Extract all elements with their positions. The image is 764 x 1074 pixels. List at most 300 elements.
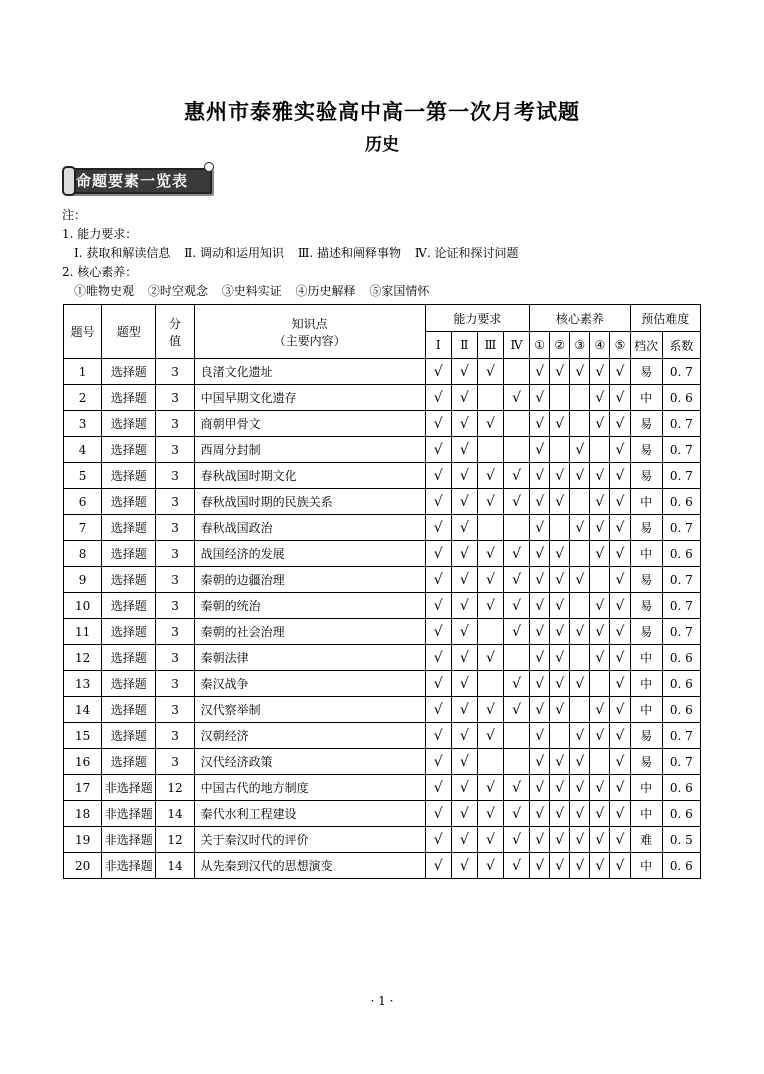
difficulty-level: 易	[630, 567, 662, 593]
literacy-check-cell: √	[550, 801, 570, 827]
literacy-check-cell: √	[610, 619, 630, 645]
ability-check-cell: √	[477, 593, 503, 619]
literacy-check-cell: √	[570, 853, 590, 879]
question-topic: 汉代察举制	[194, 697, 425, 723]
literacy-check-cell: √	[530, 827, 550, 853]
question-topic: 从先秦到汉代的思想演变	[194, 853, 425, 879]
literacy-check-cell: √	[550, 593, 570, 619]
literacy-check-cell: √	[550, 645, 570, 671]
question-no: 4	[64, 437, 102, 463]
ability-item: Ⅲ. 描述和阐释事物	[297, 246, 402, 260]
ability-check-cell	[477, 515, 503, 541]
literacy-check-cell: √	[570, 723, 590, 749]
difficulty-level: 中	[630, 385, 662, 411]
question-score: 3	[156, 593, 194, 619]
question-no: 13	[64, 671, 102, 697]
ability-check-cell	[503, 749, 529, 775]
ability-check-cell: √	[425, 827, 451, 853]
difficulty-coef: 0. 7	[662, 619, 700, 645]
ability-check-cell: √	[451, 411, 477, 437]
ability-check-cell: √	[425, 437, 451, 463]
table-row	[64, 411, 701, 437]
question-topic: 关于秦汉时代的评价	[194, 827, 425, 853]
literacy-item: ③史料实证	[221, 284, 282, 298]
difficulty-coef: 0. 6	[662, 697, 700, 723]
literacy-check-cell: √	[590, 853, 610, 879]
question-topic: 中国早期文化遗存	[194, 385, 425, 411]
question-type: 选择题	[102, 385, 156, 411]
ability-check-cell: √	[425, 489, 451, 515]
difficulty-coef: 0. 6	[662, 801, 700, 827]
literacy-check-cell: √	[530, 567, 550, 593]
difficulty-coef: 0. 5	[662, 827, 700, 853]
ability-check-cell: √	[477, 853, 503, 879]
ability-check-cell: √	[425, 697, 451, 723]
table-row	[64, 541, 701, 567]
literacy-check-cell: √	[590, 515, 610, 541]
ability-check-cell: √	[503, 385, 529, 411]
difficulty-level: 易	[630, 463, 662, 489]
literacy-check-cell: √	[610, 359, 630, 385]
difficulty-level: 中	[630, 645, 662, 671]
ability-item: Ⅱ. 调动和运用知识	[184, 246, 284, 260]
literacy-check-cell: √	[610, 853, 630, 879]
literacy-check-cell: √	[590, 723, 610, 749]
header-score-line2: 值	[169, 333, 182, 348]
banner-text: 命题要素一览表	[76, 172, 189, 190]
table-row	[64, 749, 701, 775]
header-ability-col: Ⅳ	[503, 332, 529, 359]
ability-check-cell: √	[503, 671, 529, 697]
difficulty-level: 中	[630, 853, 662, 879]
difficulty-coef: 0. 6	[662, 645, 700, 671]
literacy-check-cell: √	[530, 463, 550, 489]
question-score: 12	[156, 827, 194, 853]
ability-check-cell: √	[477, 463, 503, 489]
question-score: 3	[156, 489, 194, 515]
ability-check-cell: √	[425, 671, 451, 697]
literacy-item: ④历史解释	[295, 284, 356, 298]
literacy-check-cell: √	[550, 359, 570, 385]
literacy-check-cell: √	[530, 775, 550, 801]
question-type: 选择题	[102, 749, 156, 775]
table-row	[64, 853, 701, 879]
literacy-check-cell: √	[530, 645, 550, 671]
ability-check-cell: √	[503, 489, 529, 515]
literacy-check-cell: √	[610, 775, 630, 801]
ability-check-cell: √	[503, 567, 529, 593]
ability-check-cell: √	[451, 593, 477, 619]
question-type: 选择题	[102, 359, 156, 385]
literacy-check-cell: √	[610, 749, 630, 775]
question-no: 14	[64, 697, 102, 723]
ability-check-cell: √	[451, 489, 477, 515]
question-score: 3	[156, 567, 194, 593]
ability-check-cell: √	[451, 671, 477, 697]
ability-check-cell: √	[503, 853, 529, 879]
question-topic: 西周分封制	[194, 437, 425, 463]
literacy-list	[62, 282, 528, 301]
literacy-check-cell	[570, 411, 590, 437]
literacy-check-cell: √	[530, 801, 550, 827]
table-row	[64, 463, 701, 489]
question-score: 3	[156, 437, 194, 463]
literacy-check-cell: √	[570, 827, 590, 853]
question-type: 选择题	[102, 619, 156, 645]
literacy-check-cell	[570, 385, 590, 411]
ability-check-cell: √	[425, 853, 451, 879]
literacy-check-cell: √	[590, 411, 610, 437]
literacy-check-cell: √	[610, 541, 630, 567]
literacy-check-cell: √	[570, 463, 590, 489]
header-level: 档次	[630, 332, 662, 359]
header-ability-col: Ⅱ	[451, 332, 477, 359]
literacy-check-cell	[590, 567, 610, 593]
header-topic	[194, 305, 425, 359]
literacy-check-cell	[570, 697, 590, 723]
literacy-check-cell: √	[570, 359, 590, 385]
table-row	[64, 619, 701, 645]
literacy-check-cell: √	[550, 567, 570, 593]
ability-check-cell	[503, 723, 529, 749]
literacy-check-cell: √	[590, 645, 610, 671]
question-score: 12	[156, 775, 194, 801]
literacy-check-cell: √	[550, 827, 570, 853]
ability-check-cell: √	[451, 515, 477, 541]
ability-check-cell	[503, 359, 529, 385]
header-literacy-col: ②	[550, 332, 570, 359]
header-ability-col: Ⅲ	[477, 332, 503, 359]
literacy-check-cell: √	[610, 801, 630, 827]
ability-check-cell: √	[451, 853, 477, 879]
ability-check-cell	[477, 749, 503, 775]
difficulty-coef: 0. 7	[662, 411, 700, 437]
difficulty-level: 易	[630, 359, 662, 385]
question-score: 3	[156, 541, 194, 567]
header-literacy-col: ⑤	[610, 332, 630, 359]
literacy-check-cell: √	[570, 437, 590, 463]
question-topic: 汉朝经济	[194, 723, 425, 749]
header-score-line1: 分	[169, 316, 182, 331]
difficulty-level: 易	[630, 593, 662, 619]
literacy-check-cell: √	[610, 723, 630, 749]
literacy-check-cell: √	[590, 541, 610, 567]
ability-check-cell: √	[451, 697, 477, 723]
literacy-check-cell: √	[530, 359, 550, 385]
table-row	[64, 827, 701, 853]
difficulty-coef: 0. 7	[662, 593, 700, 619]
ability-list	[62, 244, 528, 263]
header-no: 题号	[64, 305, 102, 359]
question-type: 选择题	[102, 437, 156, 463]
question-score: 3	[156, 359, 194, 385]
question-no: 11	[64, 619, 102, 645]
ability-check-cell: √	[451, 619, 477, 645]
question-type: 非选择题	[102, 853, 156, 879]
question-type: 非选择题	[102, 775, 156, 801]
question-no: 16	[64, 749, 102, 775]
difficulty-coef: 0. 7	[662, 359, 700, 385]
ability-check-cell: √	[425, 359, 451, 385]
literacy-check-cell: √	[530, 619, 550, 645]
literacy-check-cell: √	[570, 567, 590, 593]
difficulty-level: 中	[630, 671, 662, 697]
ability-check-cell	[477, 385, 503, 411]
ability-check-cell: √	[451, 749, 477, 775]
table-row	[64, 801, 701, 827]
table-row	[64, 385, 701, 411]
question-score: 3	[156, 749, 194, 775]
question-score: 3	[156, 723, 194, 749]
literacy-check-cell: √	[590, 619, 610, 645]
literacy-check-cell	[570, 593, 590, 619]
header-topic-line1: 知识点	[291, 316, 328, 331]
literacy-check-cell: √	[610, 437, 630, 463]
literacy-check-cell: √	[530, 853, 550, 879]
question-type: 选择题	[102, 463, 156, 489]
question-score: 14	[156, 853, 194, 879]
literacy-check-cell: √	[530, 593, 550, 619]
literacy-check-cell: √	[550, 749, 570, 775]
ability-check-cell: √	[451, 541, 477, 567]
question-topic: 春秋战国时期的民族关系	[194, 489, 425, 515]
literacy-check-cell: √	[590, 385, 610, 411]
literacy-check-cell: √	[610, 411, 630, 437]
literacy-check-cell: √	[550, 619, 570, 645]
literacy-check-cell: √	[550, 671, 570, 697]
table-row	[64, 671, 701, 697]
question-type: 选择题	[102, 515, 156, 541]
ability-check-cell	[503, 437, 529, 463]
literacy-check-cell	[550, 723, 570, 749]
difficulty-level: 难	[630, 827, 662, 853]
difficulty-level: 易	[630, 749, 662, 775]
literacy-check-cell: √	[610, 827, 630, 853]
literacy-check-cell: √	[530, 671, 550, 697]
literacy-check-cell: √	[530, 541, 550, 567]
literacy-check-cell	[570, 489, 590, 515]
subject-title: 历史	[365, 135, 399, 155]
question-topic: 秦朝的社会治理	[194, 619, 425, 645]
table-row	[64, 775, 701, 801]
question-no: 2	[64, 385, 102, 411]
literacy-check-cell: √	[610, 567, 630, 593]
header-literacy-col: ③	[570, 332, 590, 359]
question-topic: 秦朝的统治	[194, 593, 425, 619]
literacy-check-cell: √	[570, 749, 590, 775]
banner	[62, 166, 212, 194]
literacy-check-cell: √	[530, 515, 550, 541]
question-score: 3	[156, 515, 194, 541]
question-no: 8	[64, 541, 102, 567]
table-row	[64, 697, 701, 723]
literacy-item: ②时空观念	[147, 284, 208, 298]
literacy-check-cell: √	[610, 515, 630, 541]
literacy-check-cell	[570, 541, 590, 567]
literacy-check-cell: √	[590, 489, 610, 515]
ability-check-cell: √	[503, 775, 529, 801]
literacy-check-cell: √	[550, 541, 570, 567]
literacy-check-cell	[570, 645, 590, 671]
question-topic: 战国经济的发展	[194, 541, 425, 567]
literacy-check-cell: √	[590, 827, 610, 853]
ability-check-cell: √	[503, 541, 529, 567]
header-difficulty: 预估难度	[630, 305, 700, 332]
literacy-check-cell	[590, 437, 610, 463]
literacy-check-cell	[590, 671, 610, 697]
ability-check-cell: √	[425, 515, 451, 541]
header-ability-col: Ⅰ	[425, 332, 451, 359]
literacy-check-cell: √	[590, 697, 610, 723]
literacy-check-cell: √	[570, 515, 590, 541]
table-row	[64, 567, 701, 593]
question-topic: 春秋战国政治	[194, 515, 425, 541]
ability-check-cell: √	[451, 827, 477, 853]
literacy-check-cell: √	[590, 359, 610, 385]
difficulty-coef: 0. 6	[662, 671, 700, 697]
difficulty-coef: 0. 7	[662, 749, 700, 775]
question-no: 18	[64, 801, 102, 827]
question-no: 3	[64, 411, 102, 437]
literacy-heading: 2. 核心素养：	[62, 265, 138, 279]
question-type: 选择题	[102, 567, 156, 593]
literacy-check-cell: √	[570, 619, 590, 645]
difficulty-coef: 0. 6	[662, 541, 700, 567]
question-score: 3	[156, 645, 194, 671]
ability-check-cell: √	[503, 619, 529, 645]
difficulty-coef: 0. 6	[662, 853, 700, 879]
table-body	[64, 359, 701, 879]
header-ability: 能力要求	[425, 305, 529, 332]
notes-section	[62, 206, 528, 301]
question-type: 非选择题	[102, 827, 156, 853]
table-row	[64, 489, 701, 515]
difficulty-level: 易	[630, 723, 662, 749]
question-no: 12	[64, 645, 102, 671]
table-row	[64, 593, 701, 619]
literacy-check-cell: √	[590, 463, 610, 489]
header-topic-line2: （主要内容）	[273, 333, 346, 348]
literacy-item: ⑤家国情怀	[369, 284, 430, 298]
literacy-check-cell: √	[530, 385, 550, 411]
header-coef: 系数	[662, 332, 700, 359]
ability-check-cell: √	[477, 567, 503, 593]
question-topic: 秦代水利工程建设	[194, 801, 425, 827]
scroll-curl-icon	[62, 166, 76, 196]
page-title: 惠州市泰雅实验高中高一第一次月考试题	[184, 100, 580, 124]
exam-elements-table	[63, 304, 701, 879]
ability-check-cell: √	[425, 411, 451, 437]
literacy-check-cell: √	[550, 489, 570, 515]
literacy-check-cell	[550, 437, 570, 463]
literacy-check-cell: √	[530, 723, 550, 749]
ability-check-cell: √	[477, 827, 503, 853]
literacy-item: ①唯物史观	[74, 284, 135, 298]
literacy-check-cell	[550, 515, 570, 541]
question-topic: 良渚文化遗址	[194, 359, 425, 385]
literacy-check-cell: √	[550, 463, 570, 489]
question-no: 6	[64, 489, 102, 515]
literacy-check-cell: √	[550, 697, 570, 723]
ability-check-cell: √	[425, 723, 451, 749]
literacy-check-cell: √	[530, 411, 550, 437]
literacy-check-cell: √	[570, 775, 590, 801]
ability-check-cell: √	[503, 593, 529, 619]
ability-check-cell: √	[477, 411, 503, 437]
ability-item: Ⅳ. 论证和探讨问题	[414, 246, 519, 260]
difficulty-level: 易	[630, 437, 662, 463]
table-row	[64, 645, 701, 671]
question-topic: 秦朝的边疆治理	[194, 567, 425, 593]
ability-check-cell: √	[425, 567, 451, 593]
difficulty-coef: 0. 6	[662, 775, 700, 801]
literacy-check-cell: √	[610, 489, 630, 515]
ability-check-cell	[477, 671, 503, 697]
question-score: 3	[156, 619, 194, 645]
question-score: 3	[156, 671, 194, 697]
difficulty-coef: 0. 7	[662, 463, 700, 489]
difficulty-level: 中	[630, 801, 662, 827]
question-no: 19	[64, 827, 102, 853]
header-type: 题型	[102, 305, 156, 359]
ability-check-cell	[477, 619, 503, 645]
literacy-check-cell: √	[590, 593, 610, 619]
ability-check-cell: √	[425, 645, 451, 671]
literacy-check-cell: √	[550, 853, 570, 879]
question-no: 17	[64, 775, 102, 801]
difficulty-coef: 0. 7	[662, 723, 700, 749]
literacy-check-cell: √	[570, 801, 590, 827]
difficulty-coef: 0. 6	[662, 385, 700, 411]
table-row	[64, 723, 701, 749]
ability-check-cell: √	[425, 593, 451, 619]
ability-check-cell: √	[477, 697, 503, 723]
ability-check-cell	[503, 645, 529, 671]
literacy-check-cell: √	[610, 463, 630, 489]
difficulty-level: 易	[630, 515, 662, 541]
question-score: 3	[156, 411, 194, 437]
literacy-check-cell: √	[610, 593, 630, 619]
ability-check-cell: √	[451, 463, 477, 489]
header-literacy: 核心素养	[530, 305, 630, 332]
ability-check-cell: √	[451, 723, 477, 749]
ability-check-cell: √	[503, 827, 529, 853]
table-row	[64, 437, 701, 463]
page-number: · 1 ·	[370, 994, 394, 1008]
question-score: 3	[156, 697, 194, 723]
ability-check-cell: √	[425, 541, 451, 567]
question-type: 选择题	[102, 697, 156, 723]
ability-check-cell: √	[451, 645, 477, 671]
question-no: 1	[64, 359, 102, 385]
question-type: 选择题	[102, 411, 156, 437]
literacy-check-cell: √	[610, 697, 630, 723]
ability-check-cell: √	[425, 749, 451, 775]
question-topic: 春秋战国时期文化	[194, 463, 425, 489]
literacy-check-cell: √	[610, 385, 630, 411]
literacy-check-cell	[550, 385, 570, 411]
question-no: 9	[64, 567, 102, 593]
ability-check-cell: √	[477, 723, 503, 749]
literacy-check-cell: √	[550, 775, 570, 801]
header-score	[156, 305, 194, 359]
ability-check-cell: √	[425, 801, 451, 827]
question-topic: 秦汉战争	[194, 671, 425, 697]
question-no: 15	[64, 723, 102, 749]
question-type: 非选择题	[102, 801, 156, 827]
ability-check-cell: √	[425, 463, 451, 489]
table-row	[64, 515, 701, 541]
